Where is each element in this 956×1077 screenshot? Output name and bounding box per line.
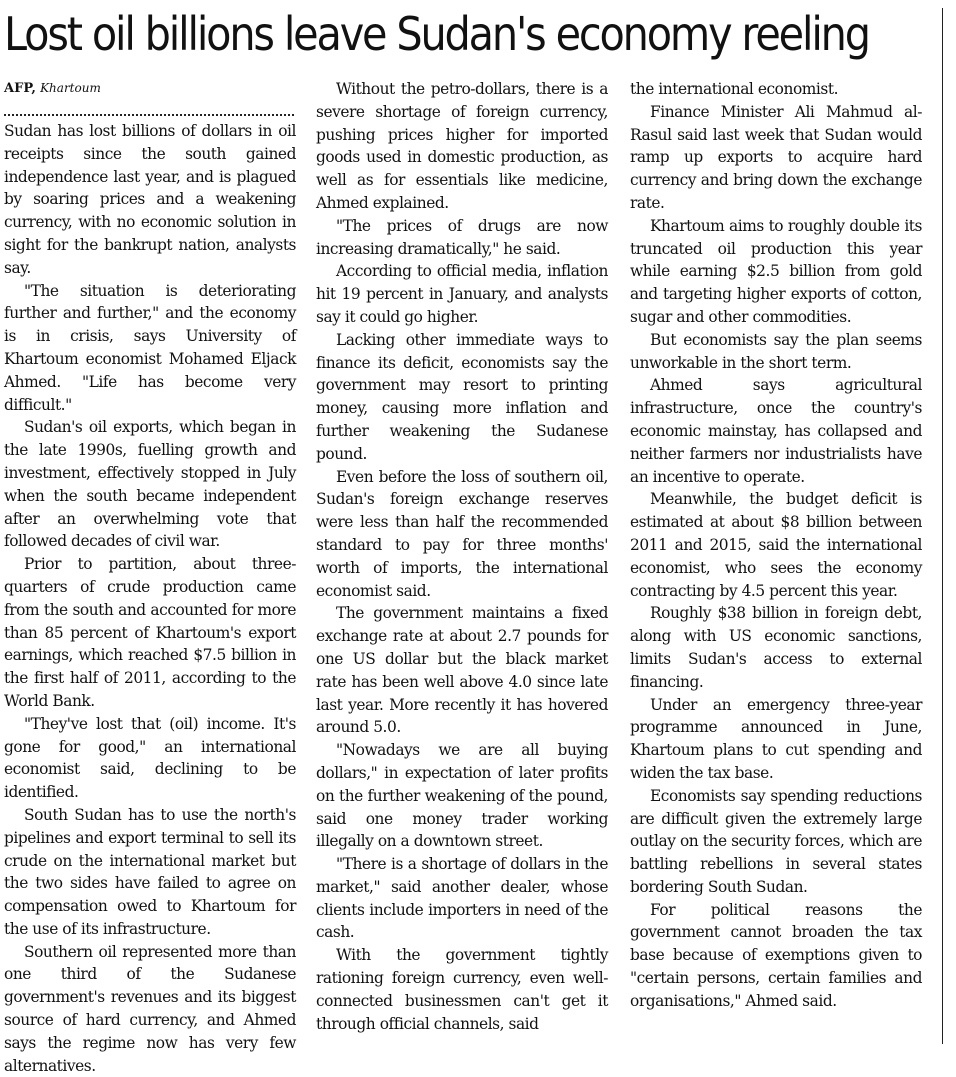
- paragraph: According to official media, inflation hit 19 percent in January, and analysts say it could go higher.: [316, 262, 608, 326]
- paragraph: Meanwhile, the budget deficit is estimated at about $8 billion between 2011 and 2015, said the international economist, who sees the economy contracting by 4.5 percent this year.: [630, 490, 922, 600]
- paragraph: Southern oil represented more than one third of the Sudanese government's revenues and its biggest source of hard currency, and Ahmed says the regime now has very few alternatives.: [4, 942, 296, 1075]
- paragraph: For political reasons the government cannot broaden the tax base because of exemptions given to "certain persons, certain families and organisations," Ahmed said.: [630, 900, 922, 1010]
- paragraph: Khartoum aims to roughly double its truncated oil production this year while earning $2.5 billion from gold and targeting higher exports of cotton, sugar and other commodities.: [630, 216, 922, 326]
- dotted-divider: [4, 100, 294, 116]
- paragraph: Sudan has lost billions of dollars in oil receipts since the south gained independence last year, and is plagued by soaring prices and a weakening currency, with no economic solution in sight for the bankrupt nation, analysts say.: [4, 122, 296, 277]
- paragraph: Ahmed says agricultural infrastructure, once the country's economic mainstay, has collapsed and neither farmers nor industrialists have an incentive to operate.: [630, 376, 922, 486]
- paragraph: "They've lost that (oil) income. It's gone for good," an international economist said, declining to be identified.: [4, 714, 296, 802]
- paragraph: Lacking other immediate ways to finance its deficit, economists say the government may resort to printing money, causing more inflation and further weakening the Sudanese pound.: [316, 330, 608, 463]
- column-rule: [942, 8, 943, 1044]
- paragraph: Prior to partition, about three-quarters of crude production came from the south and accounted for more than 85 percent of Khartoum's export earnings, which reached $7.5 billion in the first half of 2011, according to the World Bank.: [4, 555, 296, 710]
- paragraph: Finance Minister Ali Mahmud al-Rasul said last week that Sudan would ramp up exports to acquire hard currency and bring down the exchange rate.: [630, 102, 922, 212]
- paragraph: Without the petro-dollars, there is a severe shortage of foreign currency, pushing prices higher for imported goods used in domestic production, as well as for essentials like medicine, Ahmed explained.: [316, 80, 608, 212]
- paragraph: Under an emergency three-year programme announced in June, Khartoum plans to cut spending and widen the tax base.: [630, 695, 922, 782]
- headline: Lost oil billions leave Sudan's economy reeling: [4, 7, 869, 61]
- paragraph-continued: the international economist.: [630, 80, 839, 98]
- byline-place: Khartoum: [40, 81, 101, 95]
- paragraph: South Sudan has to use the north's pipelines and export terminal to sell its crude on the international market but the two sides have failed to agree on compensation owed to Khartoum for the use of its infrastructure.: [4, 805, 296, 938]
- column-3: [630, 78, 922, 1013]
- paragraph: Roughly $38 billion in foreign debt, along with US economic sanctions, limits Sudan's access to external financing.: [630, 604, 922, 691]
- byline-agency: AFP,: [4, 81, 36, 96]
- paragraph: Economists say spending reductions are difficult given the extremely large outlay on the security forces, which are battling rebellions in several states bordering South Sudan.: [630, 786, 922, 896]
- paragraph: "The situation is deteriorating further and further," and the economy is in crisis, says University of Khartoum economist Mohamed Eljack Ahmed. "Life has become very difficult.": [4, 281, 296, 414]
- column-1: [4, 78, 296, 1077]
- paragraph: "There is a shortage of dollars in the market," said another dealer, whose clients include importers in need of the cash.: [316, 855, 608, 942]
- column-2: [316, 78, 608, 1035]
- paragraph: Sudan's oil exports, which began in the late 1990s, fuelling growth and investment, effectively stopped in July when the south became independent after an overwhelming vote that followed decades of civil war.: [4, 418, 296, 551]
- byline: [4, 78, 296, 100]
- paragraph: "The prices of drugs are now increasing dramatically," he said.: [316, 216, 608, 258]
- paragraph: But economists say the plan seems unworkable in the short term.: [630, 330, 922, 372]
- paragraph: "Nowadays we are all buying dollars," in expectation of later profits on the further weakening of the pound, said one money trader working illegally on a downtown street.: [316, 741, 608, 851]
- paragraph: The government maintains a fixed exchange rate at about 2.7 pounds for one US dollar but the black market rate has been well above 4.0 since late last year. More recently it has hovered around 5.0.: [316, 604, 608, 737]
- paragraph: Even before the loss of southern oil, Sudan's foreign exchange reserves were less than half the recommended standard to pay for three months' worth of imports, the international economist said.: [316, 467, 608, 600]
- paragraph: With the government tightly rationing foreign currency, even well-connected businessmen can't get it through official channels, said: [316, 946, 608, 1033]
